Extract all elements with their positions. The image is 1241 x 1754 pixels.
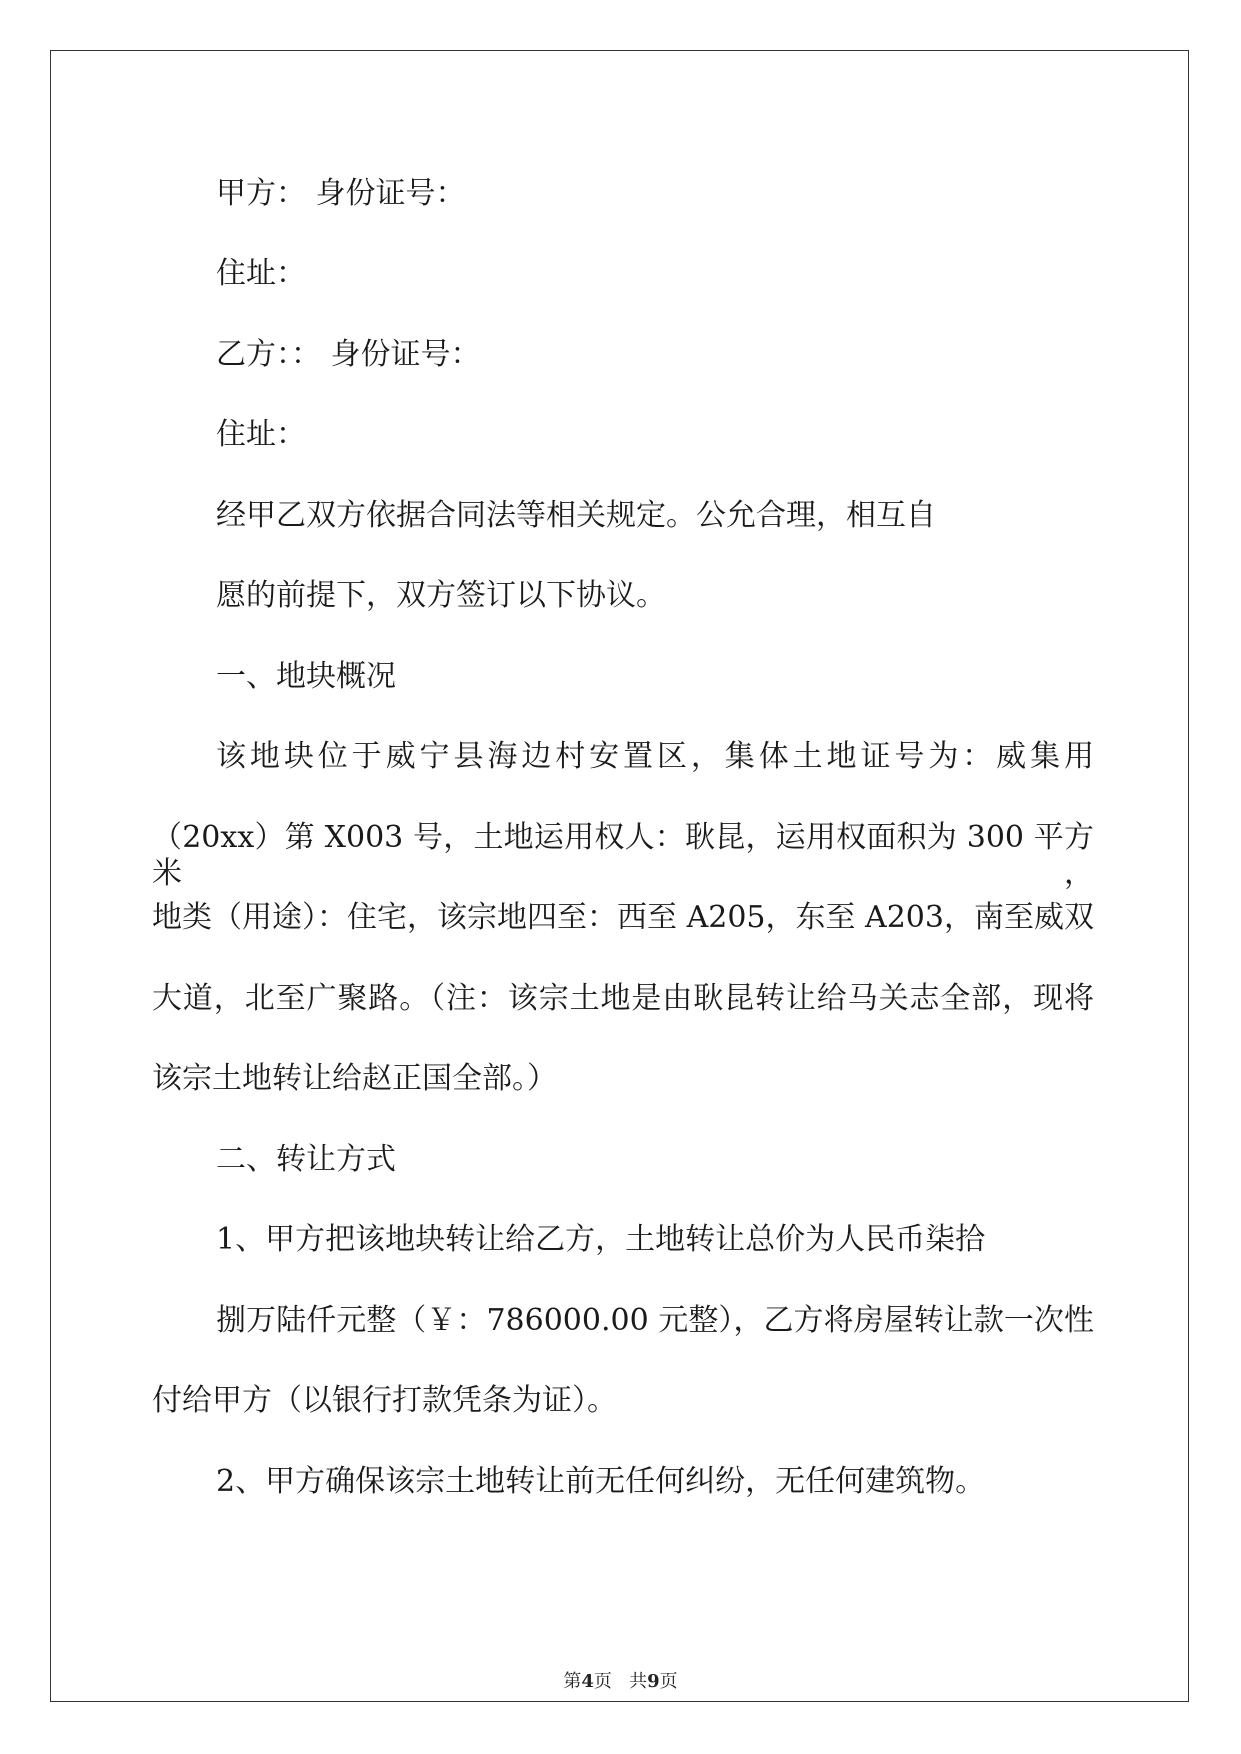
paragraph-line: 愿的前提下，双方签订以下协议。 — [216, 578, 666, 613]
paragraph-line: 2、甲方确保该宗土地转让前无任何纠纷，无任何建筑物。 — [216, 1464, 986, 1499]
paragraph-line: 地类（用途）：住宅，该宗地四至：西至 A205，东至 A203，南至威双 — [152, 900, 1094, 935]
footer-total-prefix: 共 — [629, 1671, 648, 1692]
paragraph-line: 该宗土地转让给赵正国全部。） — [152, 1061, 557, 1096]
party-a-line: 甲方： 身份证号： — [216, 176, 466, 211]
paragraph-line: 经甲乙双方依据合同法等相关规定。公允合理，相互自 — [216, 498, 936, 533]
page-footer — [0, 1670, 1241, 1694]
footer-total-suffix: 页 — [659, 1671, 678, 1692]
paragraph-line: （20xx）第 X003 号，土地运用权人：耿昆，运用权面积为 300 平方米， — [152, 820, 1094, 891]
paragraph-line: 大道，北至广聚路。（注：该宗土地是由耿昆转让给马关志全部，现将 — [152, 981, 1094, 1016]
party-b-line: 乙方：： 身份证号： — [216, 337, 481, 372]
footer-prefix: 第 — [563, 1671, 582, 1692]
party-b-address: 住址： — [216, 417, 306, 452]
paragraph-line: 捌万陆仟元整（￥：786000.00 元整），乙方将房屋转让款一次性 — [216, 1303, 1094, 1338]
footer-page-word: 页 — [593, 1671, 612, 1692]
paragraph-line: 付给甲方（以银行打款凭条为证）。 — [152, 1383, 617, 1418]
section-heading: 一、地块概况 — [216, 659, 396, 694]
total-pages-number: 9 — [647, 1671, 660, 1692]
party-a-address: 住址： — [216, 256, 306, 291]
paragraph-line: 该地块位于威宁县海边村安置区，集体土地证号为：威集用 — [216, 739, 1094, 774]
current-page-number: 4 — [581, 1671, 594, 1692]
paragraph-line: 1、甲方把该地块转让给乙方，土地转让总价为人民币柒拾 — [216, 1222, 986, 1257]
section-heading: 二、转让方式 — [216, 1142, 396, 1177]
